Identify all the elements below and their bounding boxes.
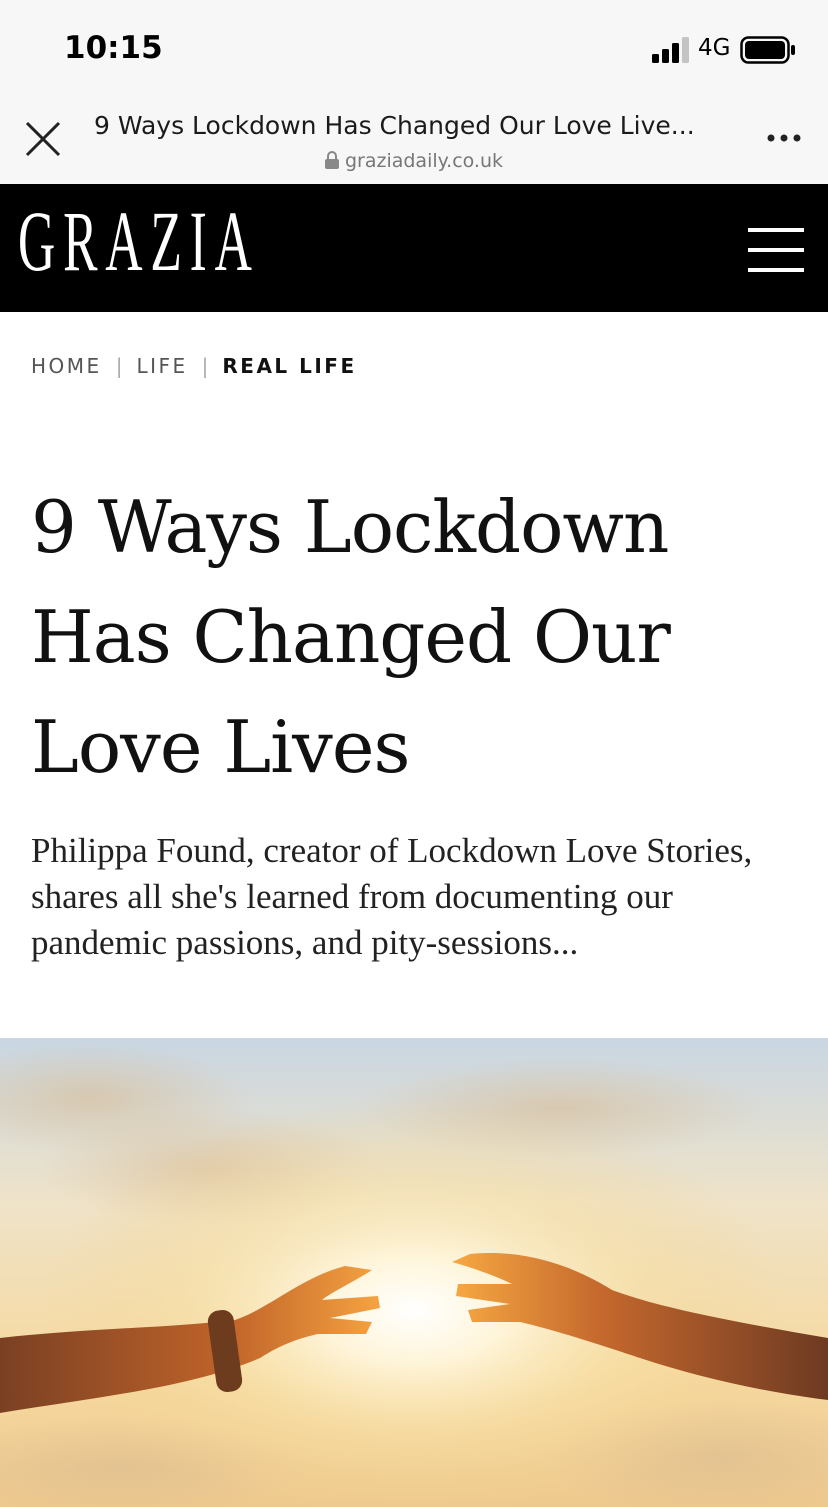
more-icon[interactable] xyxy=(766,130,802,146)
battery-icon xyxy=(740,36,796,64)
breadcrumb-separator: | xyxy=(115,354,123,378)
breadcrumb-separator: | xyxy=(201,354,209,378)
url-row[interactable] xyxy=(0,150,828,172)
breadcrumb xyxy=(31,354,357,378)
article-standfirst: Philippa Found, creator of Lockdown Love Stories, shares all she's learned from documenting our pandemic passions, and pity-sessions... xyxy=(31,831,753,962)
menu-icon[interactable] xyxy=(748,228,804,272)
lock-icon xyxy=(325,151,339,169)
browser-bar xyxy=(0,100,828,184)
breadcrumb-real-life[interactable]: REAL LIFE xyxy=(222,354,357,378)
grazia-logo[interactable]: GRAZIA xyxy=(18,193,260,289)
signal-icon xyxy=(652,37,692,63)
url-text: graziadaily.co.uk xyxy=(344,150,504,172)
site-header xyxy=(0,184,828,312)
status-time: 10:15 xyxy=(64,30,163,66)
browser-page-title: 9 Ways Lockdown Has Changed Our Love Live... xyxy=(94,111,695,140)
article-headline: 9 Ways Lockdown Has Changed Our Love Lives xyxy=(31,485,670,789)
hands-reaching-sunset-image xyxy=(0,1038,828,1507)
breadcrumb-home[interactable]: HOME xyxy=(31,354,102,378)
network-type: 4G xyxy=(698,35,731,61)
status-bar xyxy=(0,0,828,100)
hero-image xyxy=(0,1038,828,1507)
breadcrumb-life[interactable]: LIFE xyxy=(136,354,188,378)
